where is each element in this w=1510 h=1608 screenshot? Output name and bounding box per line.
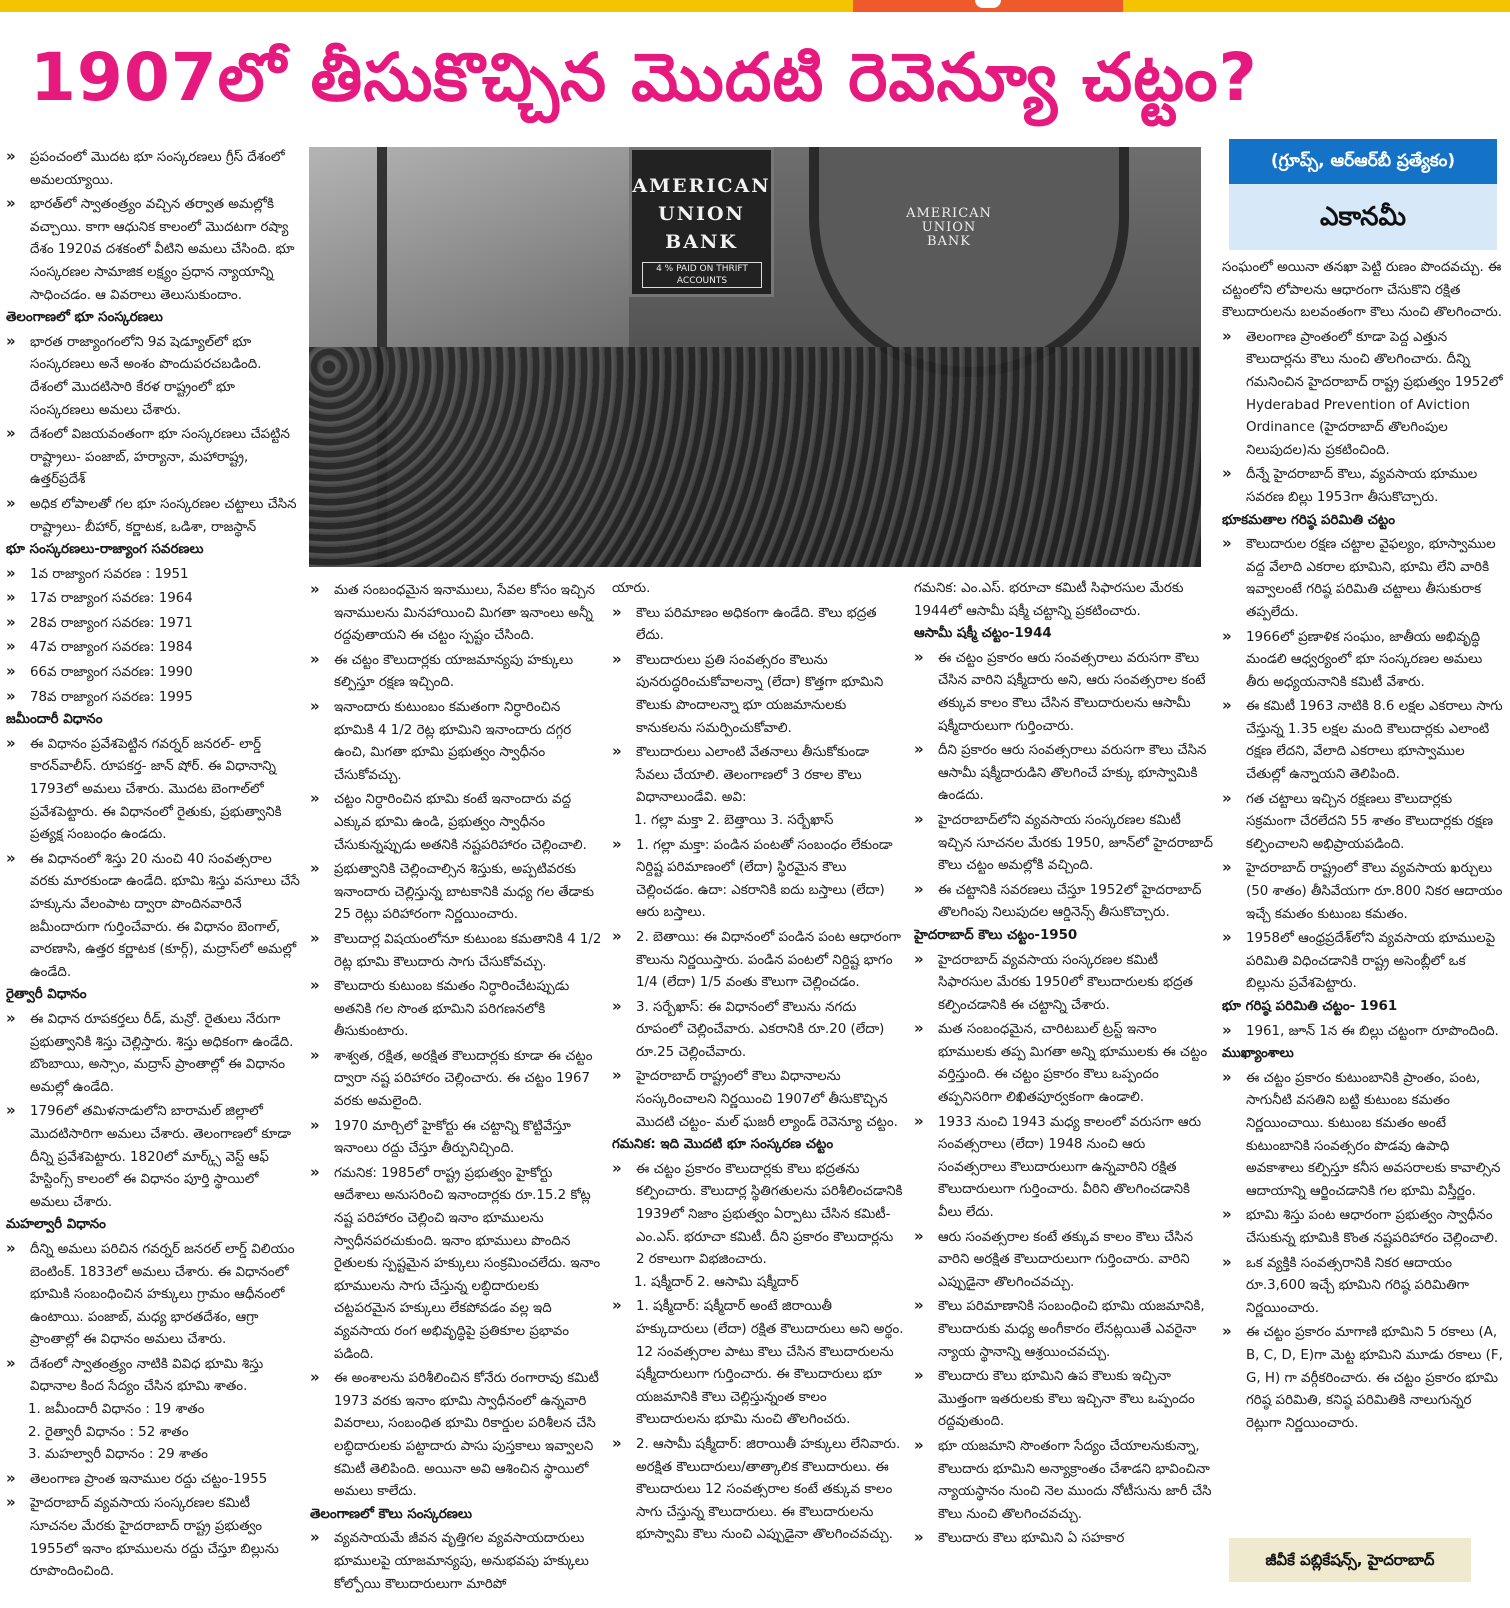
bullet-item: » అధిక లోపాలతో గల భూ సంస్కరణల చట్టాలు చేసిన రాష్ట్రాలు- బీహార్, కర్ణాటక, ఒడిశా, రాజస్థాన్ [6, 492, 300, 539]
bullet-item: » కౌలుదార్ల విషయంలోనూ కుటుంబ కమతానికి 4 1/2 రెట్ల భూమి కౌలుదారు సాగు చేసుకోవచ్చు. [310, 927, 602, 974]
bullet-item: » గమనిక: 1985లో రాష్ట్ర ప్రభుత్వం హైకోర్టు ఆదేశాలు అనుసరించి ఇనాందార్లకు రూ.15.2 కోట్ల నష్ట పరిహారం చెల్లించి ఇనాం భూములను స్వాధీనపరచుకుంది. ఇనాం భూములు పొందిన రైతులకు స్పష్టమైన హక్కులు సంక్రమించలేదు. ఇనాం భూములను సాగు చేస్తున్న లబ్ధిదారులకు చట్టపరమైన హక్కులు లేకపోవడం వల్ల ఇది వ్యవసాయ రంగ అభివృద్ధిపై ప్రతికూల ప్రభావం పడింది. [310, 1161, 602, 1366]
bullet-item: » హైదరాబాద్ వ్యవసాయ సంస్కరణల కమిటీ సిఫారసుల మేరకు 1950లో కౌలుదారులకు భద్రత కల్పించడానికి ఈ చట్టాన్ని చేశారు. [914, 948, 1214, 1018]
bullet-item: » ఈ చట్టం కౌలుదార్లకు యాజమాన్యపు హక్కులు కల్పిస్తూ రక్షణ ఇచ్చింది. [310, 648, 602, 695]
column-5 [1222, 257, 1506, 1529]
top-color-band [0, 0, 1510, 12]
bullet-item: » ఆరు సంవత్సరాల కంటే తక్కువ కాలం కౌలు చేసిన వారిని అరక్షిత కౌలుదారులుగా గుర్తించారు. వారిని ఎప్పుడైనా తొలగించవచ్చు. [914, 1225, 1214, 1295]
photo-bank-sign [629, 147, 774, 297]
paragraph: 3. మహల్వారీ విధానం : 29 శాతం [28, 1447, 208, 1463]
bullet-item: » కౌలుదారులు ప్రతి సంవత్సరం కౌలును పునరుద్ధరించుకోవాలన్నా (లేదా) కొత్తగా భూమిని కౌలుకు పొందాలన్నా భూ యజమానులకు కానుకలను సమర్పించుకోవాలి. [612, 648, 904, 740]
bullet-item: » కౌలు పరిమాణం అధికంగా ఉండేది. కౌలు భద్రత లేదు. [612, 601, 904, 648]
column-4 [914, 578, 1214, 1600]
paragraph: 2. రైత్వారీ విధానం : 52 శాతం [28, 1424, 189, 1440]
bullet-item: » భారత రాజ్యాంగంలోని 9వ షెడ్యూల్‌లో భూ సంస్కరణలు అనే అంశం పొందుపరచబడింది. దేశంలో మొదటిసారి కేరళ రాష్ట్రంలో భూ సంస్కరణలు అమలు చేశారు. [6, 330, 300, 422]
bullet-item: » 1933 నుంచి 1943 మధ్య కాలంలో వరుసగా ఆరు సంవత్సరాలు (లేదా) 1948 నుంచి ఆరు సంవత్సరాలు కౌలుదారులుగా ఉన్నవారిని రక్షిత కౌలుదారులుగా గుర్తించారు. వీరిని తొలగించడానికి వీలు లేదు. [914, 1110, 1214, 1225]
bullet-item: » దేశంలో విజయవంతంగా భూ సంస్కరణలు చేపట్టిన రాష్ట్రాలు- పంజాబ్, హర్యానా, మహారాష్ట్ర, ఉత్తర్‌ప్రదేశ్ [6, 422, 300, 492]
bullet-item: » ఈ చట్టానికి సవరణలు చేస్తూ 1952లో హైదరాబాద్ తొలగింపు నిలుపుదల ఆర్డినెన్స్ తీసుకొచ్చారు. [914, 878, 1214, 925]
bullet-item: » హైదరాబాద్ వ్యవసాయ సంస్కరణల కమిటీ సూచనల మేరకు హైదరాబాద్ రాష్ట్ర ప్రభుత్వం 1955లో ఇనాం భూములను రద్దు చేస్తూ బిల్లును రూపొందించింది. [6, 1491, 300, 1583]
bullet-item: » 1970 మార్చిలో హైకోర్టు ఈ చట్టాన్ని కొట్టివేస్తూ ఇనాంలు రద్దు చేస్తూ తీర్పునిచ్చింది. [310, 1114, 602, 1161]
bullet-item: » మత సంబంధమైన ఇనాములు, సేవల కోసం ఇచ్చిన ఇనాములను మినహాయించి మిగతా ఇనాంలు అన్నీ రద్దవుతాయని ఈ చట్టం స్పష్టం చేసింది. [310, 578, 602, 648]
exam-tag: (గ్రూప్స్, ఆర్ఆర్‌బీ ప్రత్యేకం) [1229, 139, 1497, 184]
subject-label: ఎకానమీ [1229, 184, 1497, 250]
bullet-item: » 1796లో తమిళనాడులోని బారామల్ జిల్లాలో మొదటిసారిగా అమలు చేశారు. తెలంగాణలో కూడా దీన్ని ప్రవేశపెట్టారు. 1820లో మార్క్స్ వెస్ట్ ఆఫ్ హేస్టింగ్స్ కాలంలో ఈ విధానం పూర్తి స్థాయిలో అమలు చేశారు. [6, 1099, 300, 1214]
section-heading: మహల్వారీ విధానం [6, 1217, 106, 1233]
bullet-item: » మత సంబంధమైన, చారిటబుల్ ట్రస్ట్ ఇనాం భూములకు తప్ప మిగతా అన్ని భూములకు ఈ చట్టం వర్తిస్తుంది. ఈ చట్టం ప్రకారం కౌలు ఒప్పందం తప్పనిసరిగా లిఖితపూర్వకంగా ఉండాలి. [914, 1017, 1214, 1109]
bullet-item: » వ్యవసాయమే జీవన వృత్తిగల వ్యవసాయదారులు భూములపై యాజమాన్యపు, అనుభవపు హక్కులు కోల్పోయి కౌలుదారులుగా మారిపో [310, 1526, 602, 1596]
section-heading: ఆసామీ షక్మీ చట్టం-1944 [914, 626, 1052, 642]
photo-crowd [309, 347, 1201, 567]
column-3 [612, 578, 904, 1600]
bullet-item: » శాశ్వత, రక్షిత, అరక్షిత కౌలుదార్లకు కూడా ఈ చట్టం ద్వారా నష్ట పరిహారం చెల్లించారు. ఈ చట్టం 1967 వరకు అమలైంది. [310, 1044, 602, 1114]
photo-bank-sign-text: AMERICAN UNION BANK [632, 175, 771, 253]
bullet-item: » 47వ రాజ్యాంగ సవరణ: 1984 [6, 635, 300, 660]
bullet-item: » 1. షక్మీదార్: షక్మీదార్ అంటే జిరాయితీ హక్కుదారులు (లేదా) రక్షిత కౌలుదారులు అని అర్థం. 12 సంవత్సరాల పాటు కౌలు చేసిన కౌలుదారులను షక్మీదారులుగా గుర్తించారు. ఈ కౌలుదారులు భూ యజమానికి కౌలు చెల్లిస్తున్నంత కాలం కౌలుదారులను భూమి నుంచి తొలగించరు. [612, 1294, 904, 1432]
section-heading: ముఖ్యాంశాలు [1222, 1046, 1294, 1062]
section-heading: జమీందారీ విధానం [6, 712, 103, 728]
section-heading: గమనిక: ఇది మొదటి భూ సంస్కరణ చట్టం [612, 1137, 834, 1153]
photo-arch-sign-text: AMERICAN UNION BANK [906, 206, 992, 249]
bullet-item: » ఈ చట్టం ప్రకారం ఆరు సంవత్సరాలు వరుసగా కౌలు చేసిన వారిని షక్మీదారు అని, ఆరు సంవత్సరాల కంటే తక్కువ కాలం కౌలు చేసిన కౌలుదారులను ఆసామీ షక్మీదారులుగా గుర్తించారు. [914, 646, 1214, 738]
bullet-item: » ఈ చట్టం ప్రకారం మాగాణి భూమిని 5 రకాలు (A, B, C, D, E)గా మెట్ట భూమిని మూడు రకాలు (F, G, H) గా వర్గీకరించారు. ఈ చట్టం ప్రకారం భూమి గరిష్ఠ పరిమితి, కనిష్ఠ పరిమితికి నాలుగున్నర రెట్లుగా నిర్ణయించారు. [1222, 1320, 1506, 1435]
section-heading: హైదరాబాద్ కౌలు చట్టం-1950 [914, 927, 1078, 943]
publisher-credit: జీవీకే పబ్లికేషన్స్, హైదరాబాద్ [1229, 1538, 1471, 1582]
bullet-item: » హైదరాబాద్‌లోని వ్యవసాయ సంస్కరణల కమిటీ ఇచ్చిన సూచనల మేరకు 1950, జూన్‌లో హైదరాబాద్ కౌలు చట్టం అమల్లోకి వచ్చింది. [914, 808, 1214, 878]
bullet-item: » ప్రపంచంలో మొదట భూ సంస్కరణలు గ్రీస్ దేశంలో అమలయ్యాయి. [6, 145, 300, 192]
bullet-item: » 17వ రాజ్యాంగ సవరణ: 1964 [6, 586, 300, 611]
bullet-item: » 1958లో ఆంధ్రప్రదేశ్‌లోని వ్యవసాయ భూములపై పరిమితి విధించడానికి రాష్ట్ర అసెంబ్లీలో ఒక బిల్లును ప్రవేశపెట్టారు. [1222, 926, 1506, 996]
bullet-item: » హైదరాబాద్ రాష్ట్రంలో కౌలు వ్యవసాయ ఖర్చులు (50 శాతం) తీసివేయగా రూ.800 నికర ఆదాయం ఇచ్చే కమతం కుటుంబ కమతం. [1222, 856, 1506, 926]
bullet-item: » భూమి శిస్తు పంట ఆధారంగా ప్రభుత్వం స్వాధీనం చేసుకున్న భూమికి కొంత నష్టపరిహారం చెల్లించాలి. [1222, 1203, 1506, 1250]
bullet-item: » ఈ విధానం ప్రవేశపెట్టిన గవర్నర్ జనరల్- లార్డ్ కారన్‌వాలీస్. రూపకర్త- జాన్ షోర్. ఈ విధానాన్ని 1793లో అమలు చేశారు. మొదట బెంగాల్‌లో ప్రవేశపెట్టారు. ఈ విధానంలో రైతుకు, ప్రభుత్వానికి ప్రత్యక్ష సంబంధం ఉండదు. [6, 732, 300, 847]
bullet-item: » కౌలుదారులు ఎలాంటి వేతనాలు తీసుకోకుండా సేవలు చేయాలి. తెలంగాణలో 3 రకాల కౌలు విధానాలుండేవి. అవి: [612, 740, 904, 810]
headline: 1907లో తీసుకొచ్చిన మొదటి రెవెన్యూ చట్టం? [30, 39, 1258, 116]
bullet-item: » ఈ విధాన రూపకర్తలు రీడ్, మన్రో. రైతులు నేరుగా ప్రభుత్వానికి శిస్తు చెల్లిస్తారు. శిస్తు అధికంగా ఉండేది. బొంబాయి, అస్సాం, మద్రాస్ ప్రాంతాల్లో ఈ విధానం అమల్లో ఉండేది. [6, 1007, 300, 1099]
bank-crowd-photo [309, 147, 1201, 567]
bullet-item: » ఈ కమిటీ 1963 నాటికి 8.6 లక్షల ఎకరాలు సాగు చేస్తున్న 1.35 లక్షల మంది కౌలుదార్లకు ఎలాంటి రక్షణ లేదని, వేలాది ఎకరాలు భూస్వాముల చేతుల్లో ఉన్నాయని తెలిపింది. [1222, 694, 1506, 786]
column-2 [310, 578, 602, 1600]
bullet-item: » గత చట్టాలు ఇచ్చిన రక్షణలు కౌలుదార్లకు సక్రమంగా చేరలేదని 55 శాతం కౌలుదార్లకు రక్షణ కల్పించాలని అభిప్రాయపడింది. [1222, 787, 1506, 857]
bullet-item: » కౌలుదారు కౌలు భూమిని ఏ సహకార [914, 1526, 1214, 1551]
top-accent-notch [975, 0, 1001, 8]
bullet-item: » కౌలు పరిమాణానికి సంబంధించి భూమి యజమానికి, కౌలుదారుకు మధ్య అంగీకారం లేనట్లయితే ఎవరైనా న్యాయ స్థానాన్ని ఆశ్రయించవచ్చు. [914, 1294, 1214, 1364]
bullet-item: » చట్టం నిర్ధారించిన భూమి కంటే ఇనాందారు వద్ద ఎక్కువ భూమి ఉండి, ప్రభుత్వం స్వాధీనం చేసుకున్నప్పుడు అతనికి నష్టపరిహారం చెల్లించాలి. [310, 787, 602, 857]
bullet-item: » 78వ రాజ్యాంగ సవరణ: 1995 [6, 685, 300, 710]
paragraph: 1. గల్లా మక్తా 2. బెత్తాయి 3. సర్బేఖాస్ [634, 812, 834, 828]
paragraph: సంఘంలో అయినా తనఖా పెట్టి రుణం పొందవచ్చు. ఈ చట్టంలోని లోపాలను ఆధారంగా చేసుకొని రక్షిత కౌలుదారులను బలవంతంగా కౌలు నుంచి తొలగించారు. [1222, 260, 1503, 321]
bullet-item: » ఈ చట్టం ప్రకారం కౌలుదార్లకు కౌలు భద్రతను కల్పించారు. కౌలుదార్ల స్థితిగతులను పరిశీలించడానికి 1939లో నిజాం ప్రభుత్వం ఏర్పాటు చేసిన కమిటీ- ఎం.ఎస్. భరూచా కమిటీ. దీని ప్రకారం కౌలుదార్లను 2 రకాలుగా విభజించారు. [612, 1157, 904, 1272]
bullet-item: » ప్రభుత్వానికి చెల్లించాల్సిన శిస్తుకు, అప్పటివరకు ఇనాందారు చెల్లిస్తున్న బాటకానికి మధ్య గల తేడాకు 25 రెట్లు పరిహారంగా నిర్ణయించారు. [310, 857, 602, 927]
bullet-item: » ఈ విధానంలో శిస్తు 20 నుంచి 40 సంవత్సరాల వరకు మారకుండా ఉండేది. భూమి శిస్తు వసూలు చేసే హక్కును వేలంపాట ద్వారా పొందినవారినే జమీందారుగా గుర్తించేవారు. ఈ విధానం బెంగాల్, వారణాసి, ఉత్తర కర్ణాటక (కూర్గ్), మద్రాస్‌లో అమల్లో ఉండేది. [6, 847, 300, 985]
bullet-item: » 66వ రాజ్యాంగ సవరణ: 1990 [6, 660, 300, 685]
section-heading: భూకమతాల గరిష్ఠ పరిమితి చట్టం [1222, 512, 1396, 528]
section-heading: భూ గరిష్ఠ పరిమితి చట్టం- 1961 [1222, 999, 1398, 1014]
bullet-item: » 28వ రాజ్యాంగ సవరణ: 1971 [6, 611, 300, 636]
bullet-item: » కౌలుదారు కుటుంబ కమతం నిర్ధారించేటప్పుడు అతనికి గల సొంత భూమిని పరిగణనలోకి తీసుకుంటారు. [310, 974, 602, 1044]
bullet-item: » 1966లో ప్రణాళిక సంఘం, జాతీయ అభివృద్ధి మండలి ఆధ్వర్యంలో భూ సంస్కరణల అమలు తీరు అధ్యయనానికి కమిటీ వేశారు. [1222, 625, 1506, 695]
bullet-item: » 2. ఆసామీ షక్మీదార్: జిరాయితీ హక్కులు లేనివారు. అరక్షిత కౌలుదారులు/తాత్కాలిక కౌలుదారులు. ఈ కౌలుదారులు 12 సంవత్సరాల కంటే తక్కువ కాలం సాగు చేస్తున్న కౌలుదారులు. ఈ కౌలుదారులను భూస్వామి కౌలు నుంచి ఎప్పుడైనా తొలగించవచ్చు. [612, 1432, 904, 1547]
section-heading: తెలంగాణలో కౌలు సంస్కరణలు [310, 1506, 472, 1522]
bullet-item: » హైదరాబాద్ రాష్ట్రంలో కౌలు విధానాలను సంస్కరించాలని నిర్ణయించి 1907లో తీసుకొచ్చిన మొదటి చట్టం- మల్ ఘజరీ ల్యాండ్ రెవెన్యూ చట్టం. [612, 1064, 904, 1134]
bullet-item: » 1. గల్లా మక్తా: పండిన పంటతో సంబంధం లేకుండా నిర్దిష్ట పరిమాణంలో (లేదా) స్థిరమైన కౌలు చెల్లించడం. ఉదా: ఎకరానికి ఐదు బస్తాలు (లేదా) ఆరు బస్తాలు. [612, 833, 904, 925]
section-heading: తెలంగాణలో భూ సంస్కరణలు [6, 310, 163, 326]
bullet-item: » దీన్ని అమలు పరిచిన గవర్నర్ జనరల్ లార్డ్ విలియం బెంటింక్. 1833లో అమలు చేశారు. ఈ విధానంలో భూమికి సంబంధించిన హక్కులు గ్రామం ఆధీనంలో ఉంటాయి. పంజాబ్, మధ్య భారతదేశం, ఆగ్రా ప్రాంతాల్లో ఈ విధానం అమలు చేశారు. [6, 1237, 300, 1352]
bullet-item: » భూ యజమాని సొంతంగా సేద్యం చేయాలనుకున్నా, కౌలుదారు భూమిని అన్యాక్రాంతం చేశాడని భావించినా న్యాయస్థానం నుంచి నెల ముందు నోటీసును జారీ చేసి కౌలు నుంచి తొలగించవచ్చు. [914, 1434, 1214, 1526]
paragraph: యారు. [612, 581, 651, 596]
paragraph: గమనిక: ఎం.ఎస్. భరూచా కమిటీ సిఫారసుల మేరకు 1944లో ఆసామీ షక్మీ చట్టాన్ని ప్రకటించారు. [914, 581, 1184, 619]
bullet-item: » 1961, జూన్ 1న ఈ బిల్లు చట్టంగా రూపొందింది. [1222, 1019, 1506, 1044]
bullet-item: » ఈ చట్టం ప్రకారం కుటుంబానికి ప్రాంతం, పంట, సాగునీటి వసతిని బట్టి కుటుంబ కమతం నిర్ణయించాయి. కుటుంబ కమతం అంటే కుటుంబానికి సంవత్సరం పొడవు ఉపాధి అవకాశాలు కల్పిస్తూ కనీస అవసరాలకు కావాల్సిన ఆదాయాన్ని ఆర్జించడానికి గల భూమి విస్తీర్ణం. [1222, 1066, 1506, 1204]
bullet-item: » దీన్నే హైదరాబాద్ కౌలు, వ్యవసాయ భూముల సవరణ బిల్లు 1953గా తీసుకొచ్చారు. [1222, 462, 1506, 509]
bullet-item: » కౌలుదారుల రక్షణ చట్టాల వైఫల్యం, భూస్వాముల వద్ద వేలాది ఎకరాల భూమిని, భూమి లేని వారికి ఇవ్వాలంటే గరిష్ఠ పరిమితి చట్టాలు తీసుకురాక తప్పలేదు. [1222, 532, 1506, 624]
photo-bank-sign-small: 4 % PAID ON THRIFT ACCOUNTS [642, 262, 762, 288]
bullet-item: » దేశంలో స్వాతంత్ర్యం నాటికి వివిధ భూమి శిస్తు విధానాల కింద సేద్యం చేసిన భూమి శాతం. [6, 1352, 300, 1399]
bullet-item: » భారత్‌లో స్వాతంత్ర్యం వచ్చిన తర్వాత అమల్లోకి వచ్చాయి. కాగా ఆధునిక కాలంలో మొదటగా రష్యా దేశం 1920వ దశకంలో వీటిని అమలు చేసింది. భూ సంస్కరణల సామాజిక లక్ష్యం ప్రధాన న్యాయాన్ని సాధించడం. ఆ వివరాలు తెలుసుకుందాం. [6, 192, 300, 307]
bullet-item: » 1వ రాజ్యాంగ సవరణ : 1951 [6, 562, 300, 587]
bullet-item: » ఒక వ్యక్తికి సంవత్సరానికి నికర ఆదాయం రూ.3,600 ఇచ్చే భూమిని గరిష్ఠ పరిమితిగా నిర్ణయించారు. [1222, 1251, 1506, 1321]
bullet-item: » తెలంగాణ ప్రాంతంలో కూడా పెద్ద ఎత్తున కౌలుదార్లను కౌలు నుంచి తొలగించారు. దీన్ని గమనించిన హైదరాబాద్ రాష్ట్ర ప్రభుత్వం 1952లో Hyderabad Prevention of Aviction Ordinance (హైదరాబాద్ తొలగింపుల నిలుపుదల)ను ప్రకటించింది. [1222, 325, 1506, 463]
section-heading: రైత్వారీ విధానం [6, 987, 87, 1003]
bullet-item: » కౌలుదారు కౌలు భూమిని ఉప కౌలుకు ఇచ్చినా మొత్తంగా ఇతరులకు కౌలు ఇచ్చినా కౌలు ఒప్పందం రద్దవుతుంది. [914, 1364, 1214, 1434]
bullet-item: » ఈ అంశాలను పరిశీలించిన కోనేరు రంగారావు కమిటీ 1973 వరకు ఇనాం భూమి స్వాధీనంలో ఉన్నవారి వివరాలు, సంబంధిత భూమి రికార్డుల పరిశీలన చేసి లబ్ధిదారులకు పట్టాదారు పాసు పుస్తకాలు ఇవ్వాలని కమిటీ తెలిపింది. అయినా అవి ఆశించిన స్థాయిలో అమలు కాలేదు. [310, 1366, 602, 1504]
bullet-item: » తెలంగాణ ప్రాంత ఇనాముల రద్దు చట్టం-1955 [6, 1467, 300, 1492]
paragraph: 1. షక్మీదార్ 2. ఆసామి షక్మీదార్ [634, 1274, 799, 1290]
paragraph: 1. జమీందారీ విధానం : 19 శాతం [28, 1402, 205, 1418]
section-heading: భూ సంస్కరణలు-రాజ్యాంగ సవరణలు [6, 542, 204, 558]
bullet-item: » 3. సర్బేఖాస్: ఈ విధానంలో కౌలును నగదు రూపంలో చెల్లించేవారు. ఎకరానికి రూ.20 (లేదా) రూ.25 చెల్లించేవారు. [612, 995, 904, 1065]
bullet-item: » దీని ప్రకారం ఆరు సంవత్సరాలు వరుసగా కౌలు చేసిన ఆసామీ షక్మీదారుడిని తొలగించే హక్కు భూస్వామికి ఉండదు. [914, 738, 1214, 808]
bullet-item: » ఇనాందారు కుటుంబం కమతంగా నిర్ధారించిన భూమికి 4 1/2 రెట్ల భూమిని ఇనాందారు దగ్గర ఉంచి, మిగతా భూమి ప్రభుత్వం స్వాధీనం చేసుకోవచ్చు. [310, 695, 602, 787]
column-1 [6, 145, 300, 1600]
bullet-item: » 2. బెతాయి: ఈ విధానంలో పండిన పంట ఆధారంగా కౌలును నిర్ణయిస్తారు. పండిన పంటలో నిర్దిష్ట భాగం 1/4 (లేదా) 1/5 వంతు కౌలుగా చెల్లించడం. [612, 925, 904, 995]
